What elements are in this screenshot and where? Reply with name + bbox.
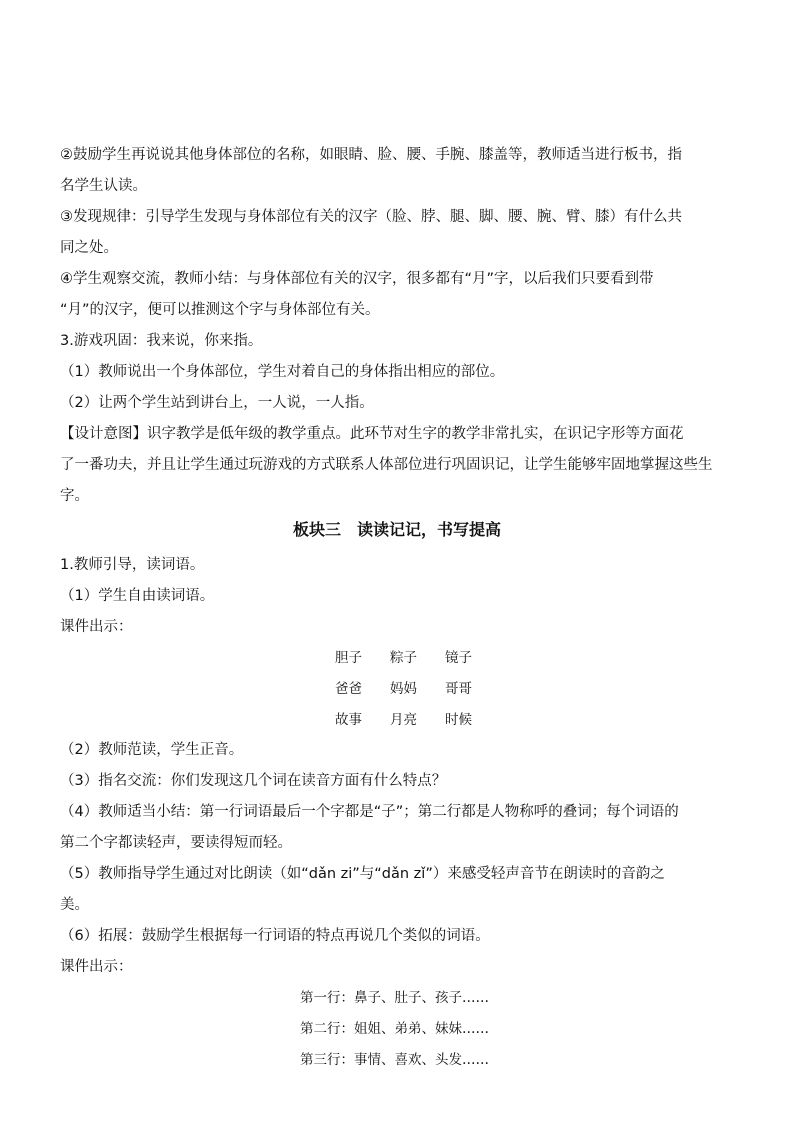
paragraph-line: （4）教师适当小结：第一行词语最后一个字都是“子”；第二行都是人物称呼的叠词；每个词语的 <box>60 804 679 820</box>
word-cell: 胆子 <box>335 650 362 666</box>
paragraph-line: ②鼓励学生再说说其他身体部位的名称，如眼睛、脸、腰、手腕、膝盖等，教师适当进行板书，指 <box>60 147 682 163</box>
word-grid <box>335 643 500 736</box>
paragraph-line: （3）指名交流：你们发现这几个词在读音方面有什么特点？ <box>60 773 447 789</box>
section-heading: 板块三 读读记记，书写提高 <box>292 520 501 539</box>
paragraph-line: 课件出示： <box>60 959 133 975</box>
design-intent-line: 【设计意图】识字教学是低年级的教学重点。此环节对生字的教学非常扎实，在识记字形等方面花 <box>60 426 684 442</box>
word-row <box>335 674 500 705</box>
word-cell: 粽子 <box>390 650 417 666</box>
word-cell: 镜子 <box>445 650 472 666</box>
paragraph-line: “月”的汉字，便可以推测这个字与身体部位有关。 <box>60 302 380 318</box>
paragraph-line: 同之处。 <box>60 240 118 256</box>
word-cell: 爸爸 <box>335 681 362 697</box>
paragraph-line: （2）教师范读，学生正音。 <box>60 742 244 758</box>
paragraph-line: （1）教师说出一个身体部位，学生对着自己的身体指出相应的部位。 <box>60 364 505 380</box>
paragraph-line: （2）让两个学生站到讲台上，一人说，一人指。 <box>60 395 374 411</box>
paragraph-line: ③发现规律：引导学生发现与身体部位有关的汉字（脸、脖、腿、脚、腰、腕、臂、膝）有什么共 <box>60 209 682 225</box>
paragraph-line: （1）学生自由读词语。 <box>60 588 215 604</box>
word-cell: 妈妈 <box>390 681 417 697</box>
paragraph-line: 3.游戏巩固：我来说，你来指。 <box>60 333 263 349</box>
word-cell: 哥哥 <box>445 681 472 697</box>
word-cell: 故事 <box>335 712 362 728</box>
paragraph-line: ④学生观察交流，教师小结：与身体部位有关的汉字，很多都有“月”字，以后我们只要看到带 <box>60 271 654 287</box>
word-row <box>335 705 500 736</box>
paragraph-line: 课件出示： <box>60 619 133 635</box>
design-intent-line: 了一番功夫，并且让学生通过玩游戏的方式联系人体部位进行巩固识记，让学生能够牢固地掌握这些生 <box>60 457 713 473</box>
extension-row: 第二行：姐姐、弟弟、妹妹…… <box>300 1021 489 1037</box>
design-intent-line: 字。 <box>60 488 89 504</box>
extension-row: 第一行：鼻子、肚子、孩子…… <box>300 990 489 1006</box>
word-cell: 月亮 <box>390 712 417 728</box>
paragraph-line: 1.教师引导，读词语。 <box>60 557 205 573</box>
paragraph-line: 美。 <box>60 897 89 913</box>
paragraph-line: （6）拓展：鼓励学生根据每一行词语的特点再说几个类似的词语。 <box>60 928 490 944</box>
extension-row: 第三行：事情、喜欢、头发…… <box>300 1052 489 1068</box>
extension-list <box>300 983 489 1076</box>
paragraph-line: 第二个字都读轻声，要读得短而轻。 <box>60 835 292 851</box>
paragraph-line: （5）教师指导学生通过对比朗读（如“dǎn zi”与“dǎn zǐ”）来感受轻声音节在朗读时的音韵之 <box>60 866 665 882</box>
word-row <box>335 643 500 674</box>
paragraph-line: 名学生认读。 <box>60 178 147 194</box>
word-cell: 时候 <box>445 712 472 728</box>
